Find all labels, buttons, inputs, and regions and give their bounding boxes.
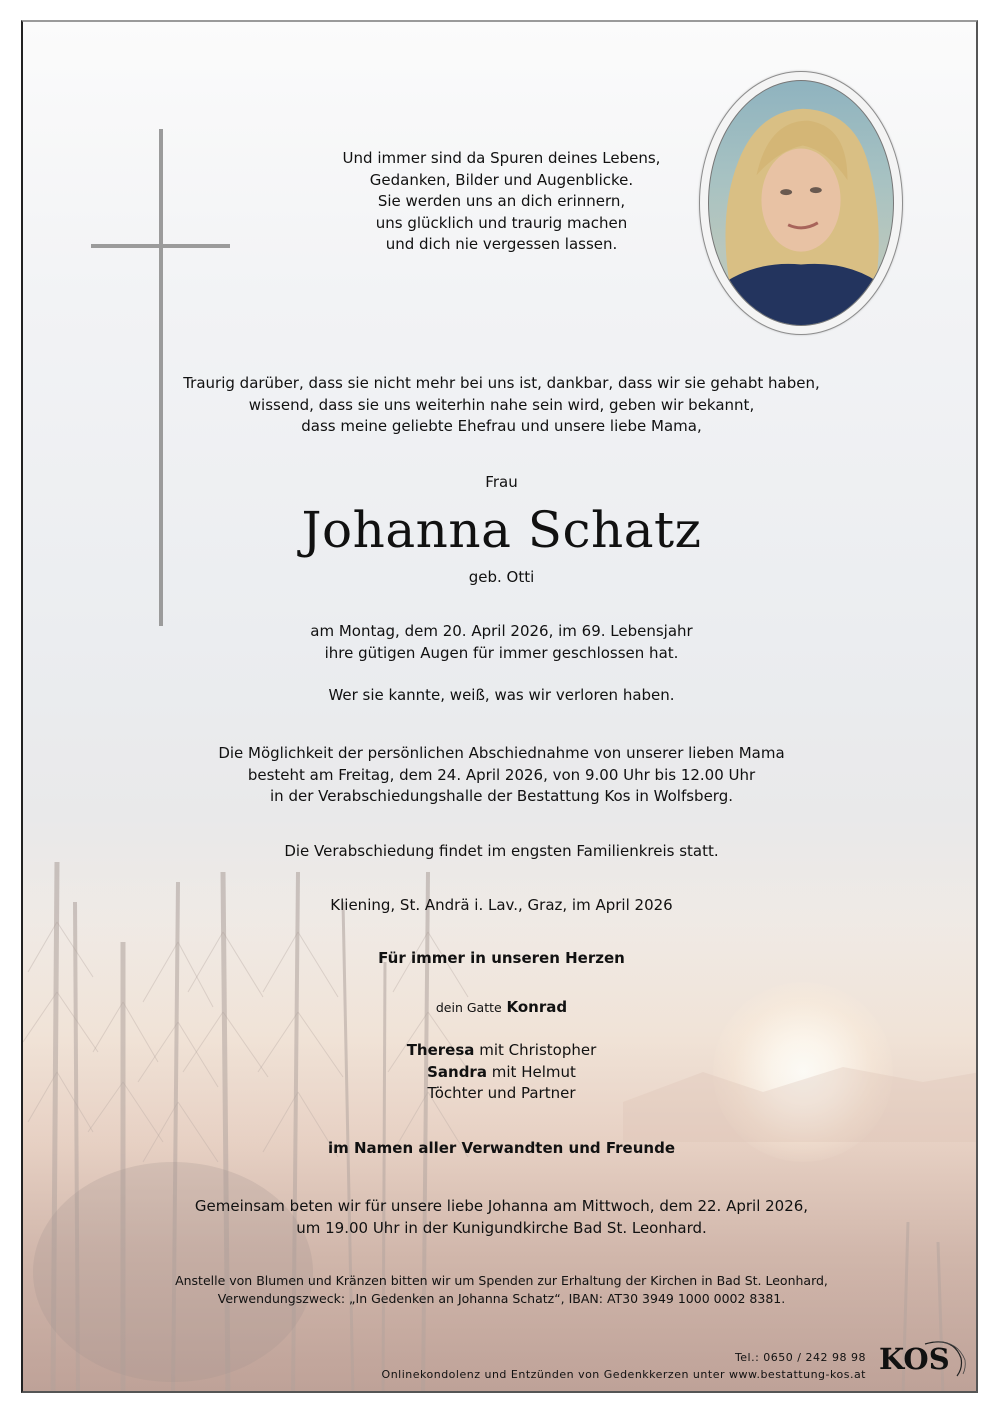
kos-logo: KOS	[879, 1342, 950, 1376]
intro-line: wissend, dass sie uns weiterhin nahe sein wird, geben wir bekannt,	[248, 395, 755, 414]
footer-phone: Tel.: 0650 / 242 98 98	[734, 1351, 866, 1364]
prayer-line: Gemeinsam beten wir für unsere liebe Johanna am Mittwoch, dem 22. April 2026,	[194, 1197, 809, 1215]
poem-line: Und immer sind da Spuren deines Lebens,	[342, 149, 661, 167]
donation	[23, 1272, 978, 1308]
death-notice-line: ihre gütigen Augen für immer geschlossen hat.	[324, 643, 679, 662]
partner-name: Helmut	[521, 1062, 576, 1081]
daughters	[23, 1040, 978, 1105]
husband-name: Konrad	[506, 998, 568, 1016]
intro-line: dass meine geliebte Ehefrau und unsere liebe Mama,	[301, 417, 702, 435]
death-notice	[23, 621, 978, 664]
poem-line: uns glücklich und traurig machen	[375, 213, 628, 232]
farewell-line: Die Möglichkeit der persönlichen Abschiednahme von unserer lieben Mama	[218, 744, 785, 762]
prayer-line: um 19.00 Uhr in der Kunigundkirche Bad St. Leonhard.	[296, 1218, 707, 1237]
intro-line: Traurig darüber, dass sie nicht mehr bei uns ist, dankbar, dass wir sie gehabt haben,	[183, 374, 820, 392]
motto: Für immer in unseren Herzen	[378, 949, 625, 967]
husband-prefix: dein Gatte	[435, 1000, 502, 1015]
donation-line: Anstelle von Blumen und Kränzen bitten wir um Spenden zur Erhaltung der Kirchen in Bad St. Leonhard,	[175, 1273, 828, 1288]
poem	[23, 148, 978, 256]
donation-line: Verwendungszweck: „In Gedenken an Johanna Schatz“, IBAN: AT30 3949 1000 0002 8381.	[217, 1291, 786, 1306]
poem-line: Sie werden uns an dich erinnern,	[377, 192, 626, 210]
husband-line	[23, 997, 978, 1019]
kos-logo-arc-icon	[923, 1338, 973, 1378]
obituary-card	[21, 20, 978, 1393]
farewell-line: besteht am Freitag, dem 24. April 2026, von 9.00 Uhr bis 12.00 Uhr	[247, 765, 756, 784]
farewell-viewing	[23, 743, 978, 808]
daughter-line	[23, 1040, 978, 1062]
place-date: Kliening, St. Andrä i. Lav., Graz, im April 2026	[330, 896, 673, 914]
poem-line: Gedanken, Bilder und Augenblicke.	[369, 170, 634, 189]
ceremony-note: Die Verabschiedung findet im engsten Familienkreis statt.	[284, 842, 719, 860]
daughters-label: Töchter und Partner	[427, 1084, 576, 1102]
forest-background	[23, 842, 978, 1393]
relatives: im Namen aller Verwandten und Freunde	[327, 1139, 675, 1157]
intro-text	[23, 373, 978, 438]
salutation: Frau	[485, 473, 518, 491]
connector: mit	[491, 1062, 517, 1081]
partner-name: Christopher	[508, 1041, 597, 1059]
connector: mit	[479, 1041, 504, 1059]
quote: Wer sie kannte, weiß, was wir verloren haben.	[328, 686, 675, 704]
daughter-name: Theresa	[406, 1041, 475, 1059]
daughter-line	[23, 1062, 978, 1084]
prayer	[23, 1196, 978, 1239]
footer-online[interactable]: Onlinekondolenz und Entzünden von Gedenkkerzen unter www.bestattung-kos.at	[381, 1368, 866, 1381]
poem-line: und dich nie vergessen lassen.	[385, 235, 618, 253]
death-notice-line: am Montag, dem 20. April 2026, im 69. Lebensjahr	[310, 622, 693, 640]
farewell-line: in der Verabschiedungshalle der Bestattung Kos in Wolfsberg.	[270, 787, 733, 805]
daughter-name: Sandra	[427, 1062, 487, 1081]
birth-name: geb. Otti	[468, 568, 535, 586]
deceased-name: Johanna Schatz	[301, 501, 702, 559]
